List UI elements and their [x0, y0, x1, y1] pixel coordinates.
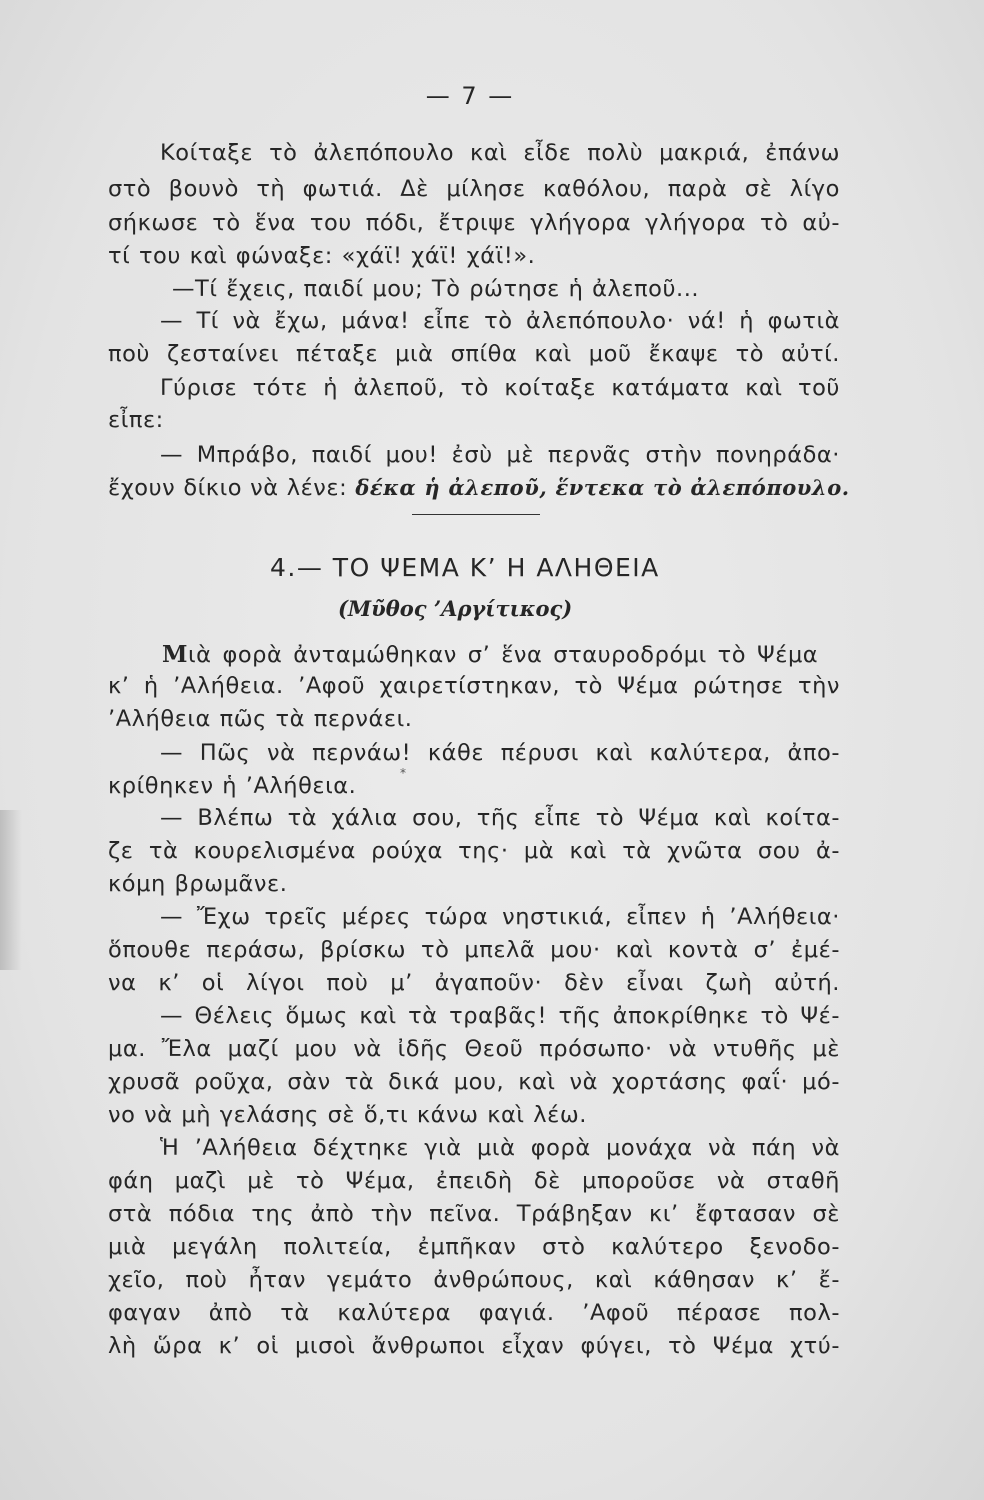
- text-line: ζε τὰ κουρελισμένα ρούχα της· μὰ καὶ τὰ χνῶτα σου ἀ-: [108, 838, 840, 864]
- page-number: — 7 —: [425, 82, 515, 110]
- drop-cap-letter: Μ: [162, 641, 189, 668]
- text-line: χεῖο, ποὺ ἦταν γεμάτο ἀνθρώπους, καὶ κάθησαν κ’ ἔ-: [108, 1267, 840, 1293]
- paper-speck-mark: *: [400, 766, 406, 780]
- proverb-saying: δέκα ἡ ἀλεποῦ, ἕντεκα τὸ ἀλεπόπουλο.: [355, 475, 850, 500]
- binding-shadow: [0, 810, 22, 970]
- text-line: να κ’ οἱ λίγοι ποὺ μ’ ἀγαποῦν· δὲν εἶναι ζωὴ αὐτή.: [108, 970, 840, 996]
- text-line: φαγαν ἀπὸ τὰ καλύτερα φαγιά. ’Αφοῦ πέρασε πολ-: [108, 1300, 840, 1326]
- text-line: — Ἔχω τρεῖς μέρες τώρα νηστικιά, εἶπεν ἡ ’Αλήθεια·: [160, 904, 840, 930]
- text-line: στὰ πόδια της ἀπὸ τὴν πεῖνα. Τράβηξαν κι’ ἔφτασαν σὲ: [108, 1201, 840, 1227]
- text-line: Γύρισε τότε ἡ ἀλεποῦ, τὸ κοίταξε κατάματα καὶ τοῦ: [160, 375, 840, 401]
- text-line: — Βλέπω τὰ χάλια σου, τῆς εἶπε τὸ Ψέμα καὶ κοίτα-: [160, 805, 840, 831]
- text-line: — Τί νὰ ἔχω, μάνα! εἶπε τὸ ἀλεπόπουλο· νά! ἡ φωτιὰ: [160, 308, 840, 334]
- text-line: εἶπε:: [108, 407, 164, 433]
- text-line: λὴ ὥρα κ’ οἱ μισοὶ ἄνθρωποι εἶχαν φύγει, τὸ Ψέμα χτύ-: [108, 1333, 840, 1359]
- text-line: — Θέλεις ὅμως καὶ τὰ τραβᾶς! τῆς ἀποκρίθηκε τὸ Ψέ-: [160, 1003, 840, 1029]
- text-line: κρίθηκεν ἡ ’Αλήθεια.: [108, 773, 357, 799]
- text-line: — Μπράβο, παιδί μου! ἐσὺ μὲ περνᾶς στὴν πονηράδα·: [160, 442, 840, 468]
- section-subtitle: (Μῦθος ’Αργίτικος): [338, 596, 573, 621]
- text-line: στὸ βουνὸ τὴ φωτιά. Δὲ μίλησε καθόλου, παρὰ σὲ λίγο: [108, 176, 840, 202]
- text-line: ’Αλήθεια πῶς τὰ περνάει.: [108, 706, 413, 732]
- text-line: — Πῶς νὰ περνάω! κάθε πέρυσι καὶ καλύτερα, ἀπο-: [160, 740, 840, 766]
- text-line: μιὰ μεγάλη πολιτεία, ἐμπῆκαν στὸ καλύτερο ξενοδο-: [108, 1234, 840, 1260]
- text-line: νο νὰ μὴ γελάσης σὲ ὅ,τι κάνω καὶ λέω.: [108, 1102, 587, 1128]
- text-line: ὅπουθε περάσω, βρίσκω τὸ μπελᾶ μου· καὶ κοντὰ σ’ ἐμέ-: [108, 937, 840, 963]
- text-line-prefix: ἔχουν δίκιο νὰ λένε:: [108, 475, 348, 501]
- text-line: κόμη βρωμᾶνε.: [108, 871, 288, 897]
- section-divider: [412, 514, 540, 515]
- first-line-with-dropcap: [162, 643, 818, 667]
- text-line: μα. Ἔλα μαζί μου νὰ ἰδῆς Θεοῦ πρόσωπο· νὰ ντυθῆς μὲ: [108, 1036, 840, 1062]
- text-line: ποὺ ζεσταίνει πέταξε μιὰ σπίθα καὶ μοῦ ἔκαψε τὸ αὐτί.: [108, 341, 840, 367]
- text-line: σήκωσε τὸ ἕνα του πόδι, ἔτριψε γλήγορα γλήγορα τὸ αὐ-: [108, 210, 840, 236]
- section-title: 4.— ΤΟ ΨΕΜΑ Κ’ Η ΑΛΗΘΕΙΑ: [270, 553, 660, 582]
- text-line: φάη μαζὶ μὲ τὸ Ψέμα, ἐπειδὴ δὲ μποροῦσε νὰ σταθῆ: [108, 1168, 840, 1194]
- text-line: κ’ ἡ ’Αλήθεια. ’Αφοῦ χαιρετίστηκαν, τὸ Ψέμα ρώτησε τὴν: [108, 673, 840, 699]
- text-line: Κοίταξε τὸ ἀλεπόπουλο καὶ εἶδε πολὺ μακριά, ἐπάνω: [160, 140, 840, 166]
- text-line: χρυσᾶ ροῦχα, σὰν τὰ δικά μου, καὶ νὰ χορτάσης φαΐ· μό-: [108, 1069, 840, 1095]
- first-line-rest: ιὰ φορὰ ἀνταμώθηκαν σ’ ἕνα σταυροδρόμι τὸ Ψέμα: [188, 642, 819, 668]
- text-line: τί του καὶ φώναξε: «χάϊ! χάϊ! χάϊ!».: [108, 243, 536, 269]
- text-line: Ἡ ’Αλήθεια δέχτηκε γιὰ μιὰ φορὰ μονάχα νὰ πάη νὰ: [160, 1135, 840, 1161]
- text-line-with-saying: [108, 477, 850, 500]
- text-line: —Τί ἔχεις, παιδί μου; Τὸ ρώτησε ἡ ἀλεποῦ...: [172, 276, 700, 302]
